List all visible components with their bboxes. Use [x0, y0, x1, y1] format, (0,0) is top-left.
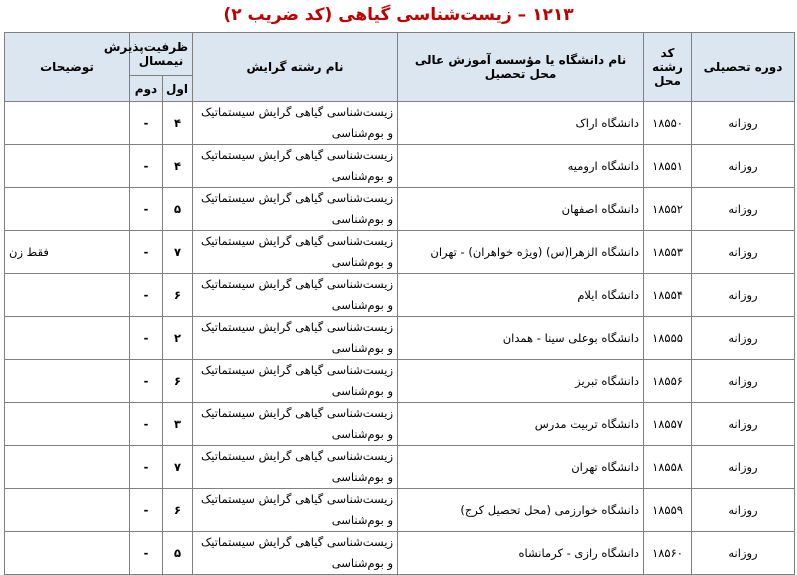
first-semester-cell: ۷ [163, 231, 193, 274]
second-semester-cell: - [130, 102, 163, 145]
university-cell: دانشگاه الزهرا(س) (ویژه خواهران) - تهران [398, 231, 644, 274]
code-cell: ۱۸۵۵۲ [644, 188, 692, 231]
university-cell: دانشگاه اصفهان [398, 188, 644, 231]
notes-cell: فقط زن [5, 231, 130, 274]
first-semester-cell: ۶ [163, 274, 193, 317]
table-row [5, 231, 795, 274]
course-cell: روزانه [692, 317, 795, 360]
field-cell: زیست‌شناسی گیاهی گرایش سیستماتیک و بوم‌شناسی [193, 403, 398, 446]
code-cell: ۱۸۵۵۹ [644, 489, 692, 532]
field-cell: زیست‌شناسی گیاهی گرایش سیستماتیک و بوم‌شناسی [193, 274, 398, 317]
table-header [5, 33, 795, 102]
table-row [5, 102, 795, 145]
notes-cell [5, 317, 130, 360]
field-cell: زیست‌شناسی گیاهی گرایش سیستماتیک و بوم‌شناسی [193, 360, 398, 403]
second-semester-cell: - [130, 145, 163, 188]
course-cell: روزانه [692, 360, 795, 403]
university-cell: دانشگاه اراک [398, 102, 644, 145]
first-semester-cell: ۴ [163, 145, 193, 188]
first-semester-cell: ۷ [163, 446, 193, 489]
header-notes: توضیحات [5, 33, 130, 102]
code-cell: ۱۸۵۵۱ [644, 145, 692, 188]
field-cell: زیست‌شناسی گیاهی گرایش سیستماتیک و بوم‌شناسی [193, 188, 398, 231]
header-university: نام دانشگاه یا مؤسسه آموزش عالی محل تحصیل [398, 33, 644, 102]
table-row [5, 446, 795, 489]
university-cell: دانشگاه ارومیه [398, 145, 644, 188]
page-title: ۱۲۱۳ – زیست‌شناسی گیاهی (کد ضریب ۲) [223, 5, 574, 25]
notes-cell [5, 403, 130, 446]
notes-cell [5, 145, 130, 188]
university-cell: دانشگاه تهران [398, 446, 644, 489]
first-semester-cell: ۴ [163, 102, 193, 145]
notes-cell [5, 532, 130, 575]
code-cell: ۱۸۵۵۰ [644, 102, 692, 145]
university-cell: دانشگاه بوعلی سینا - همدان [398, 317, 644, 360]
second-semester-cell: - [130, 489, 163, 532]
header-course: دوره تحصیلی [692, 33, 795, 102]
notes-cell [5, 188, 130, 231]
code-cell: ۱۸۵۵۶ [644, 360, 692, 403]
code-cell: ۱۸۵۵۵ [644, 317, 692, 360]
table-row [5, 188, 795, 231]
field-cell: زیست‌شناسی گیاهی گرایش سیستماتیک و بوم‌شناسی [193, 231, 398, 274]
university-cell: دانشگاه خوارزمی (محل تحصیل کرج) [398, 489, 644, 532]
course-cell: روزانه [692, 231, 795, 274]
field-cell: زیست‌شناسی گیاهی گرایش سیستماتیک و بوم‌شناسی [193, 102, 398, 145]
second-semester-cell: - [130, 446, 163, 489]
university-cell: دانشگاه تربیت مدرس [398, 403, 644, 446]
first-semester-cell: ۵ [163, 532, 193, 575]
header-capacity: ظرفیت‌پذیرش نیمسال [130, 33, 193, 76]
second-semester-cell: - [130, 317, 163, 360]
table-row [5, 145, 795, 188]
field-cell: زیست‌شناسی گیاهی گرایش سیستماتیک و بوم‌شناسی [193, 489, 398, 532]
second-semester-cell: - [130, 231, 163, 274]
first-semester-cell: ۳ [163, 403, 193, 446]
code-cell: ۱۸۵۵۷ [644, 403, 692, 446]
table-row [5, 274, 795, 317]
header-first-semester: اول [163, 76, 193, 102]
notes-cell [5, 274, 130, 317]
first-semester-cell: ۲ [163, 317, 193, 360]
course-cell: روزانه [692, 403, 795, 446]
notes-cell [5, 360, 130, 403]
second-semester-cell: - [130, 403, 163, 446]
table-row [5, 403, 795, 446]
code-cell: ۱۸۵۵۸ [644, 446, 692, 489]
table-row [5, 317, 795, 360]
second-semester-cell: - [130, 360, 163, 403]
second-semester-cell: - [130, 188, 163, 231]
first-semester-cell: ۵ [163, 188, 193, 231]
notes-cell [5, 446, 130, 489]
university-cell: دانشگاه تبریز [398, 360, 644, 403]
table-row [5, 489, 795, 532]
field-cell: زیست‌شناسی گیاهی گرایش سیستماتیک و بوم‌شناسی [193, 317, 398, 360]
code-cell: ۱۸۵۵۴ [644, 274, 692, 317]
field-cell: زیست‌شناسی گیاهی گرایش سیستماتیک و بوم‌شناسی [193, 446, 398, 489]
code-cell: ۱۸۵۶۰ [644, 532, 692, 575]
header-field: نام رشته گرایش [193, 33, 398, 102]
capacity-table [4, 32, 795, 575]
table-row [5, 360, 795, 403]
field-cell: زیست‌شناسی گیاهی گرایش سیستماتیک و بوم‌شناسی [193, 532, 398, 575]
university-cell: دانشگاه ایلام [398, 274, 644, 317]
course-cell: روزانه [692, 102, 795, 145]
table-row [5, 532, 795, 575]
course-cell: روزانه [692, 274, 795, 317]
header-second-semester: دوم [130, 76, 163, 102]
university-cell: دانشگاه رازی - کرمانشاه [398, 532, 644, 575]
second-semester-cell: - [130, 274, 163, 317]
field-cell: زیست‌شناسی گیاهی گرایش سیستماتیک و بوم‌شناسی [193, 145, 398, 188]
notes-cell [5, 102, 130, 145]
second-semester-cell: - [130, 532, 163, 575]
code-cell: ۱۸۵۵۳ [644, 231, 692, 274]
course-cell: روزانه [692, 145, 795, 188]
course-cell: روزانه [692, 446, 795, 489]
first-semester-cell: ۶ [163, 360, 193, 403]
course-cell: روزانه [692, 532, 795, 575]
course-cell: روزانه [692, 188, 795, 231]
notes-cell [5, 489, 130, 532]
header-code: کد رشته محل [644, 33, 692, 102]
first-semester-cell: ۶ [163, 489, 193, 532]
table-body [5, 102, 795, 575]
course-cell: روزانه [692, 489, 795, 532]
